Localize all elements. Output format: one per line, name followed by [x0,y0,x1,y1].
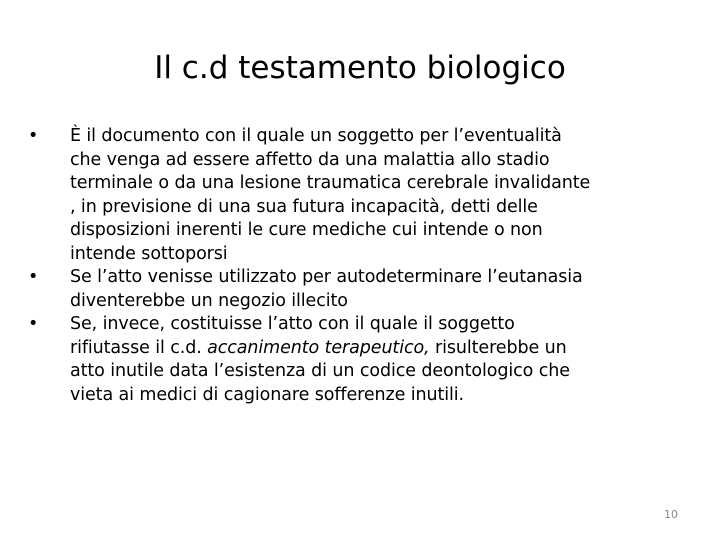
bullet-text-line: intende sottoporsi [70,243,228,264]
bullet-text-line: Se l’atto venisse utilizzato per autodeterminare l’eutanasia [70,267,583,287]
bullet-text-line: atto inutile data l’esistenza di un codice deontologico che [70,361,570,381]
bullet-text-line: vieta ai medici di cagionare sofferenze inutili. [70,384,464,405]
bullet-text-line: disposizioni inerenti le cure mediche cui intende o non [70,220,543,240]
bullet-text-line: , in previsione di una sua futura incapacità, detti delle [70,196,538,217]
bullet-marker: • [28,267,39,287]
italic-term-accanimento-terapeutico: accanimento terapeutico, [207,337,430,358]
bullet-marker: • [28,126,39,146]
bullet-text-line-with-italic [70,337,712,361]
bullet-text-line: terminale o da una lesione traumatica cerebrale invalidante [70,173,591,193]
bullet-text-segment: risulterebbe un [429,337,567,358]
bullet-item-euthanasia [28,266,712,313]
bullet-text-line: Se, invece, costituisse l’atto con il quale il soggetto [70,314,515,334]
bullet-text-line: che venga ad essere affetto da una malattia allo stadio [70,149,550,170]
bullet-text-segment: rifiutasse il c.d. [70,337,208,358]
bullet-marker: • [28,314,39,334]
page-number: 10 [664,508,678,521]
bullet-text-line: diventerebbe un negozio illecito [70,290,348,311]
bullet-list [28,125,712,407]
bullet-item-living-will-definition [28,125,712,266]
bullet-text-line: È il documento con il quale un soggetto per l’eventualità [70,126,562,146]
slide-title: Il c.d testamento biologico [154,50,566,86]
bullet-item-therapeutic-obstinacy [28,313,712,407]
